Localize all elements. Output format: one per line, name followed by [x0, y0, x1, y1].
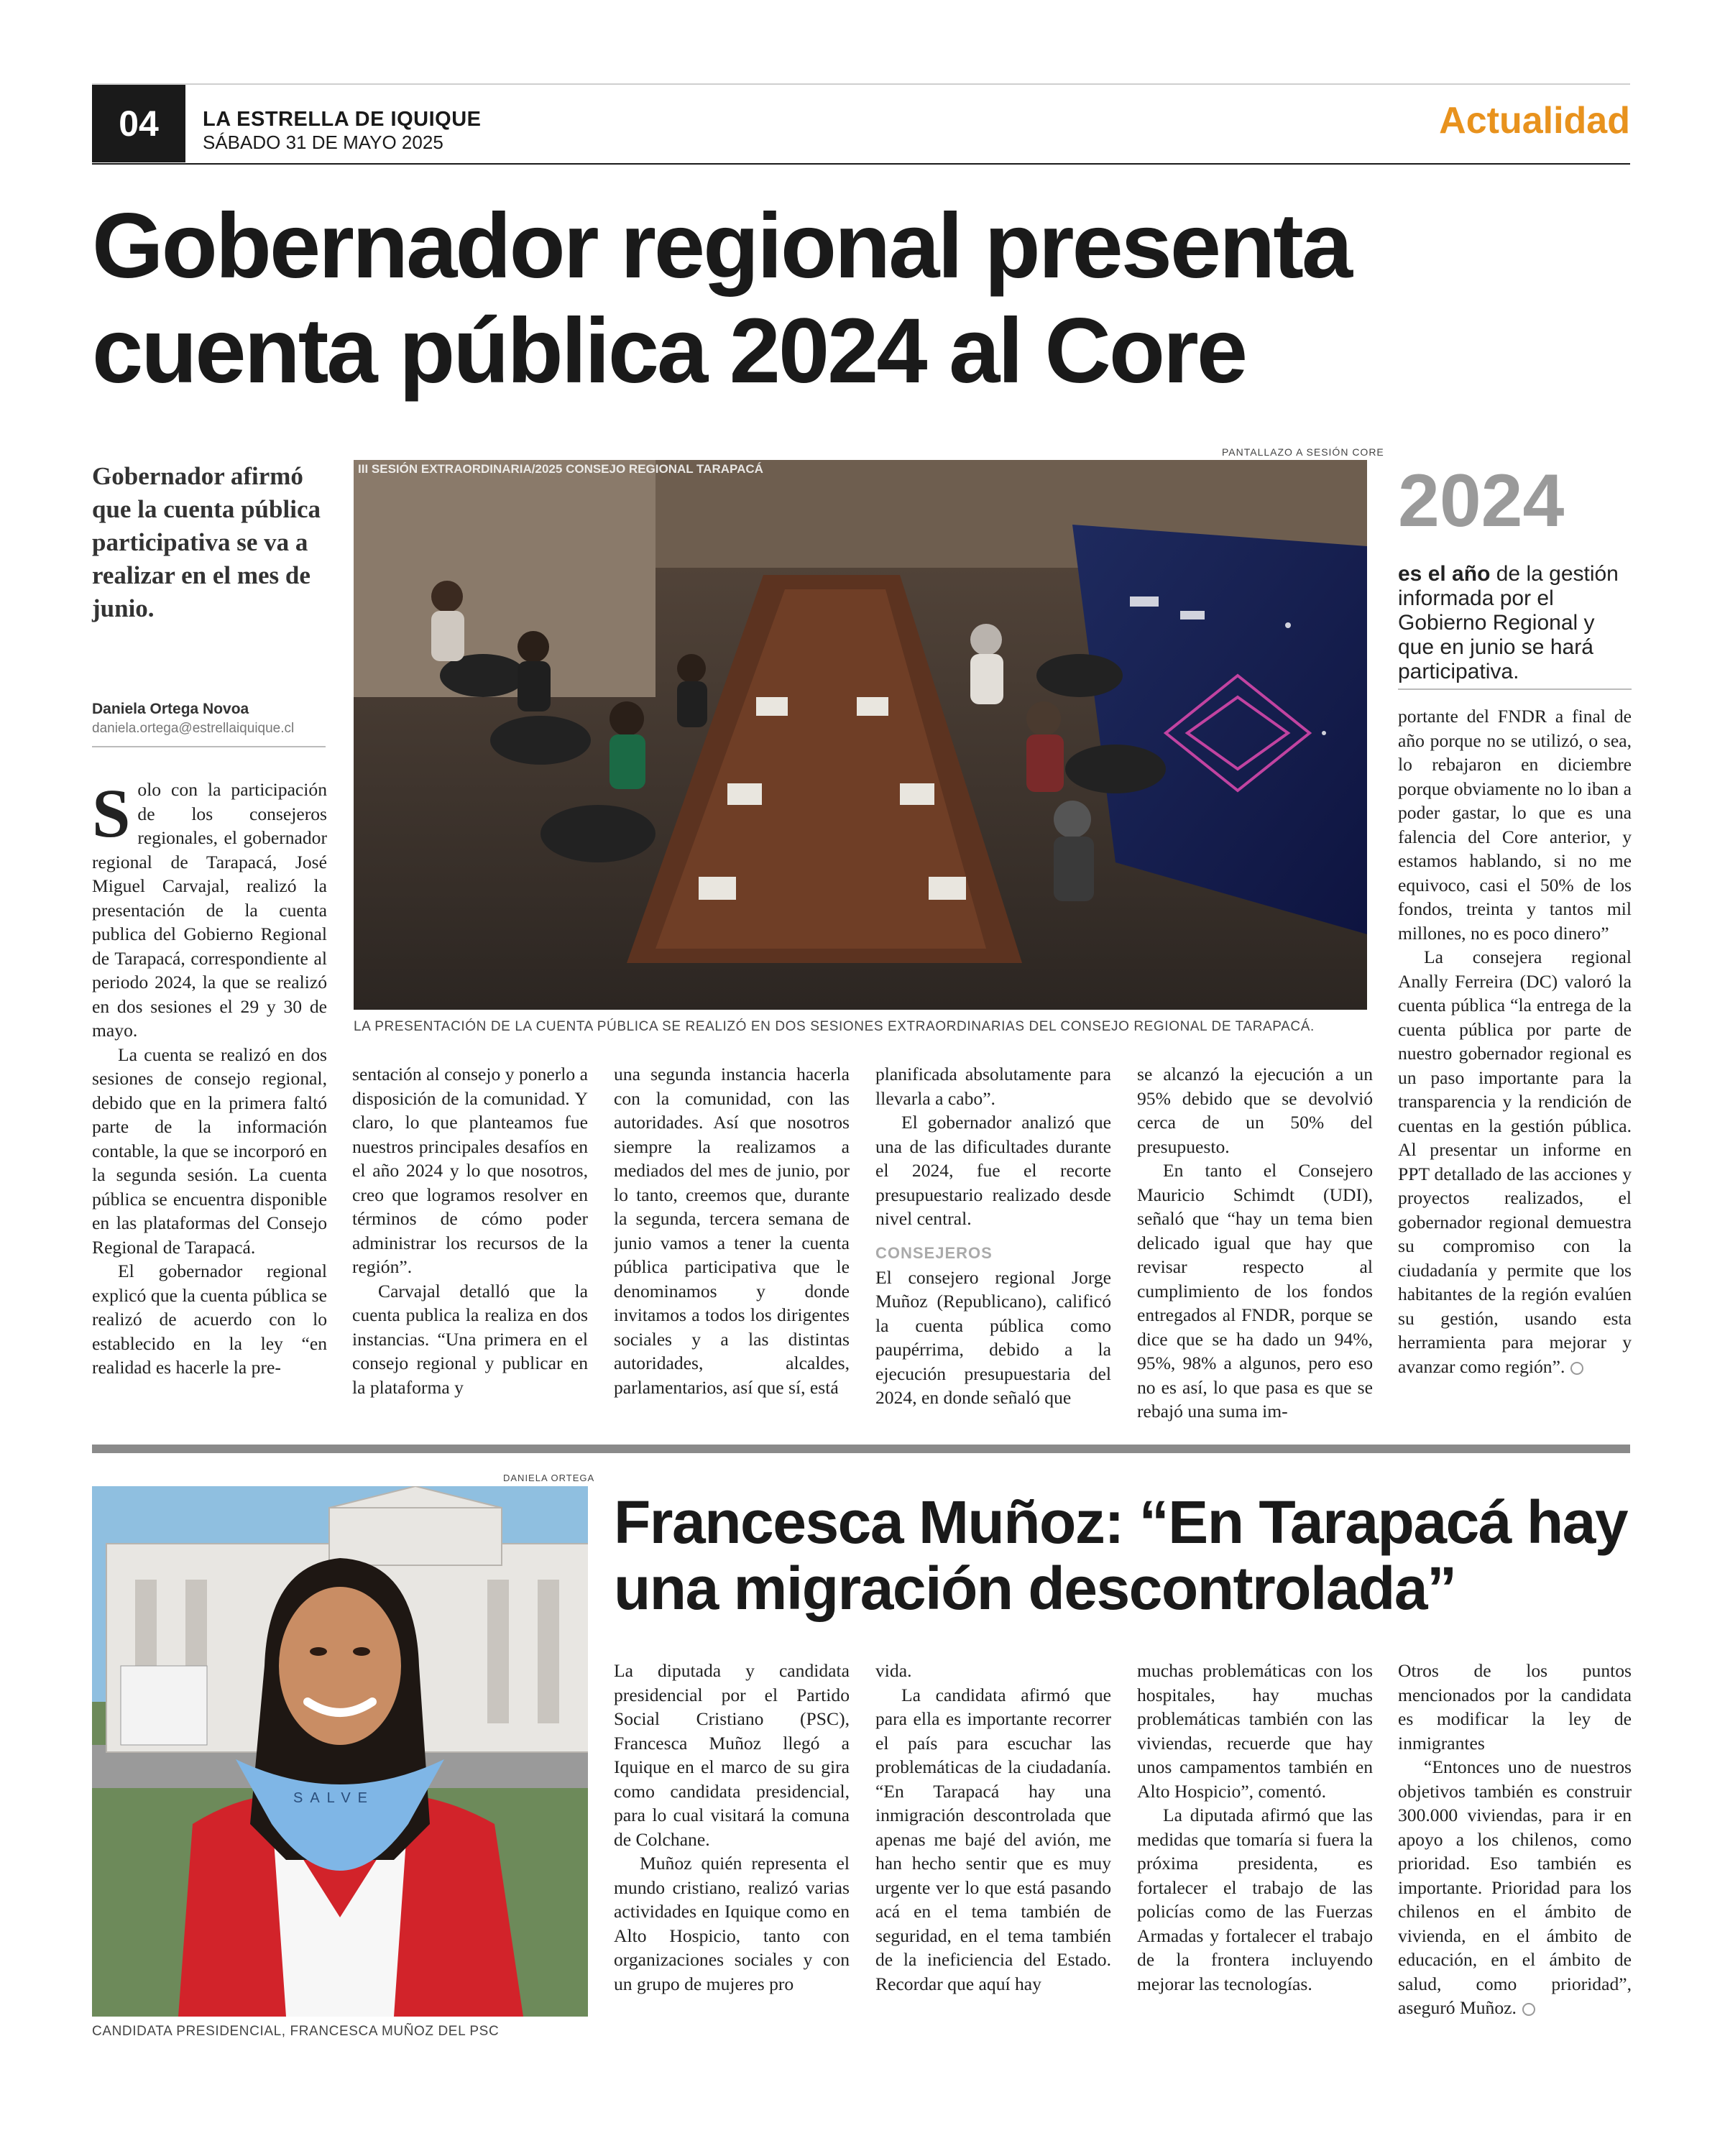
article2-column-3 [1137, 1659, 1373, 2040]
sidebar-rule [1398, 688, 1632, 690]
article1-paragraph: En tanto el Consejero Mauricio Schimdt (UDI), señaló que “hay un tema bien delicado igual que hay que revisar respecto al cumplimiento de los fondos entregados al FNDR, porque se dice que se ha dado un 94%, 95%, 98% a algunos, pero eso no es así, lo que pasa es que se rebajó una suma im- [1137, 1160, 1373, 1422]
article1-column-4 [875, 1062, 1111, 1436]
candidate-portrait-illustration [92, 1486, 588, 2017]
article1-headline: Gobernador regional presenta cuenta pública 2024 al Core [92, 195, 1351, 402]
article2-paragraph: La candidata afirmó que para ella es importante recorrer el país para escuchar las problemáticas de la ciudadanía. “En Tarapacá hay una inmigración descontrolada que apenas me bajé del avión, me han hecho sentir que es muy urgente ver lo que está pasando acá en el tema también de seguridad, en el tema también de la ineficiencia del Estado. Recordar que aquí hay [875, 1684, 1111, 1994]
article1-deck: Gobernador afirmó que la cuenta pública participativa se va a realizar en el mes de junio. [92, 462, 321, 622]
article-divider [92, 1445, 1630, 1453]
article1-subhead: CONSEJEROS [875, 1243, 993, 1262]
page-number: 04 [92, 85, 185, 162]
article2-paragraph: “Entonces uno de nuestros objetivos también es construir 300.000 viviendas, para ir en apoyo a los chilenos, como prioridad. Eso también es importante. Prioridad para los chilenos en el ámbito de vivienda, en el ámbito de educación, en el ámbito de salud, como prioridad”, aseguró Muñoz. [1398, 1756, 1632, 2018]
article1-column-5 [1137, 1062, 1373, 1436]
candidate-portrait-photo [92, 1486, 588, 2017]
article1-paragraph: El gobernador regional explicó que la cuenta pública se realizó de acuerdo con lo establecido en la ley “en realidad es hacerle la pre- [92, 1261, 327, 1378]
article2-paragraph: La diputada afirmó que las medidas que tomaría si fuera la próxima presidenta, es fortalecer el trabajo de las policías como de las Fuerzas Armadas y fortalecer el trabajo de la frontera incluyendo mejorar las tecnologías. [1137, 1805, 1373, 1994]
article1-paragraph: portante del FNDR a final de año porque no se utilizó, o sea, lo rebajaron en diciembre porque obviamente no lo iban a poder gastar, lo que es una falencia del Core anterior, y estamos hablando, si no me equivoco, casi el 50% de los fondos, treinta y tantos mil millones, no es poco dinero” [1398, 706, 1632, 944]
article2-headline: Francesca Muñoz: “En Tarapacá hay una migración descontrolada” [614, 1488, 1628, 1622]
article1-paragraph: El gobernador analizó que una de las dificultades durante el 2024, fue el recorte presupuestario realizado desde nivel central. [875, 1112, 1111, 1229]
masthead-rule [92, 163, 1630, 165]
article1-author: Daniela Ortega Novoa [92, 701, 249, 717]
article1-author-email[interactable]: daniela.ortega@estrellaiquique.cl [92, 721, 295, 736]
article1-column-2 [352, 1062, 588, 1436]
article2-paragraph: Otros de los puntos mencionados por la candidata es modificar la ley de inmigrantes [1398, 1660, 1632, 1754]
end-mark-icon [1522, 2003, 1535, 2016]
dropcap: S [92, 778, 131, 852]
photo1-credit: PANTALLAZO A SESIÓN CORE [1222, 446, 1384, 458]
council-session-illustration [354, 460, 1367, 1010]
article1-paragraph: El consejero regional Jorge Muñoz (Republicano), calificó la cuenta pública como paupérrima, debido a la ejecución presupuestaria del 2024, en donde señaló que [875, 1266, 1111, 1408]
article2-column-4 [1398, 1659, 1632, 2040]
photo1-overlay-text: III SESIÓN EXTRAORDINARIA/2025 CONSEJO REGIONAL TARAPACÁ [358, 462, 763, 476]
sidebar-stat-number: 2024 [1398, 459, 1565, 543]
section-label: Actualidad [1439, 100, 1630, 142]
article2-paragraph: vida. [875, 1660, 912, 1681]
bandana-text: SALVE [293, 1790, 374, 1806]
article2-column-2 [875, 1659, 1111, 2040]
article1-column-6 [1398, 704, 1632, 1436]
end-mark-icon [1570, 1362, 1583, 1375]
top-rule [92, 83, 1630, 85]
article1-paragraph: La cuenta se realizó en dos sesiones de consejo regional, debido que en la primera faltó parte de la información contable, la que se incorporó en la segunda sesión. La cuenta pública se encuentra disponible en las plataformas del Consejo Regional de Tarapacá. [92, 1044, 327, 1258]
article2-paragraph: La diputada y candidata presidencial por el Partido Social Cristiano (PSC), Francesca Muñoz llegó a Iquique en el marco de su gira como candidata presidencial, para lo cual visitará la comuna de Colchane. [614, 1660, 850, 1850]
article1-paragraph: Carvajal detalló que la cuenta publica la realiza en dos instancias. “Una primera en el consejo regional y publicar en la plataforma y [352, 1280, 588, 1398]
article1-paragraph: sentación al consejo y ponerlo a disposición de la comunidad. Y claro, lo que planteamos fue nuestros principales desafíos en el año 2024 y lo que nosotros, creo que logramos resolver en términos de cómo poder administrar los recursos de la región”. [352, 1064, 588, 1277]
council-session-photo [354, 460, 1367, 1010]
article1-paragraph: se alcanzó la ejecución a un 95% debido que se devolvió cerca de un 50% del presupuesto. [1137, 1064, 1373, 1157]
sidebar-stat-body: de la gestión informada por el Gobierno Regional y que en junio se hará participativa. [1398, 562, 1619, 683]
article1-paragraph: planificada absolutamente para llevarla a cabo”. [875, 1064, 1111, 1109]
sidebar-stat-lead: es el año [1398, 562, 1491, 586]
photo2-caption: CANDIDATA PRESIDENCIAL, FRANCESCA MUÑOZ DEL PSC [92, 2024, 500, 2039]
photo2-credit: DANIELA ORTEGA [503, 1473, 595, 1483]
article1-column-3 [614, 1062, 850, 1436]
article2-paragraph: muchas problemáticas con los hospitales, hay muchas problemáticas también con las viviendas, recuerde que hay unos campamentos también en Alto Hospicio”, comentó. [1137, 1660, 1373, 1802]
issue-date: SÁBADO 31 DE MAYO 2025 [203, 132, 443, 153]
article2-column-1 [614, 1659, 850, 2040]
article1-paragraph: olo con la participación de los consejeros regionales, el gobernador regional de Tarapacá, José Miguel Carvajal, realizó la presentación de la cuenta publica del Gobierno Regional de Tarapacá, correspondiente al periodo 2024, la que se realizó en dos sesiones el 29 y 30 de mayo. [92, 779, 327, 1041]
article1-paragraph: una segunda instancia hacerla con la comunidad, con las autoridades. Así que nosotros siempre la realizamos a mediados del mes de junio, por lo tanto, creemos que, durante la segunda, tercera semana de junio vamos a tener la cuenta pública participativa que le denominamos y donde invitamos a todos los dirigentes sociales y a las distintas autoridades, alcaldes, parlamentarios, así que sí, está [614, 1064, 850, 1398]
article1-column-1 [92, 778, 327, 1433]
photo1-caption: LA PRESENTACIÓN DE LA CUENTA PÚBLICA SE REALIZÓ EN DOS SESIONES EXTRAORDINARIAS DEL CONSEJO REGIONAL DE TARAPACÁ. [354, 1019, 1315, 1034]
article1-paragraph: La consejera regional Anally Ferreira (DC) valoró la cuenta pública “la entrega de la cuenta pública por parte de nuestro gobernador regional es un paso importante para la transparencia y la rendición de cuentas en la gestión pública. Al presentar un informe en PPT detallado de las acciones y proyectos realizados, el gobernador regional demuestra su compromiso con la ciudadanía y permite que los habitantes de la región evalúen su gestión, usando esta herramienta para mejorar y avanzar como región”. [1398, 946, 1632, 1377]
article2-paragraph: Muñoz quién representa el mundo cristiano, realizó varias actividades en Iquique como en Alto Hospicio, tanto con organizaciones sociales y con un grupo de mujeres pro [614, 1853, 850, 1994]
sidebar-stat-text [1398, 562, 1632, 684]
byline-rule [92, 746, 326, 747]
newspaper-name: LA ESTRELLA DE IQUIQUE [203, 108, 482, 131]
